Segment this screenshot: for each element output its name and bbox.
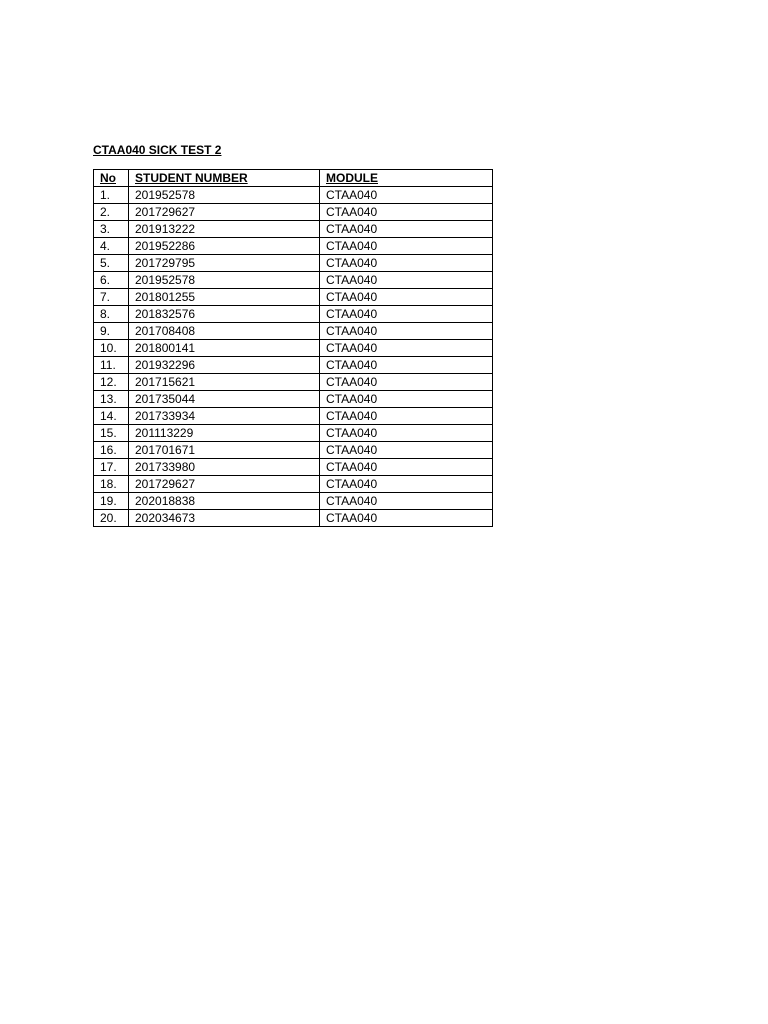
table-row <box>94 510 493 527</box>
cell-module: CTAA040 <box>320 238 493 255</box>
cell-module: CTAA040 <box>320 323 493 340</box>
table-row <box>94 306 493 323</box>
cell-module: CTAA040 <box>320 204 493 221</box>
table-row <box>94 408 493 425</box>
cell-no: 18. <box>94 476 129 493</box>
cell-no: 12. <box>94 374 129 391</box>
table-row <box>94 323 493 340</box>
cell-student-number: 201801255 <box>129 289 320 306</box>
cell-module: CTAA040 <box>320 255 493 272</box>
cell-no: 6. <box>94 272 129 289</box>
cell-no: 9. <box>94 323 129 340</box>
cell-student-number: 201715621 <box>129 374 320 391</box>
cell-no: 1. <box>94 187 129 204</box>
cell-student-number: 201735044 <box>129 391 320 408</box>
cell-student-number: 201733980 <box>129 459 320 476</box>
cell-student-number: 201800141 <box>129 340 320 357</box>
cell-no: 19. <box>94 493 129 510</box>
cell-module: CTAA040 <box>320 459 493 476</box>
cell-module: CTAA040 <box>320 493 493 510</box>
table-row <box>94 255 493 272</box>
cell-module: CTAA040 <box>320 187 493 204</box>
table-row <box>94 459 493 476</box>
cell-no: 14. <box>94 408 129 425</box>
cell-module: CTAA040 <box>320 306 493 323</box>
table-row <box>94 340 493 357</box>
cell-no: 8. <box>94 306 129 323</box>
cell-no: 3. <box>94 221 129 238</box>
cell-student-number: 201952578 <box>129 187 320 204</box>
cell-student-number: 201952286 <box>129 238 320 255</box>
cell-no: 11. <box>94 357 129 374</box>
table-row <box>94 272 493 289</box>
cell-module: CTAA040 <box>320 374 493 391</box>
table-row <box>94 238 493 255</box>
cell-module: CTAA040 <box>320 340 493 357</box>
cell-module: CTAA040 <box>320 408 493 425</box>
cell-module: CTAA040 <box>320 272 493 289</box>
student-table <box>93 169 493 527</box>
cell-student-number: 202034673 <box>129 510 320 527</box>
table-body <box>94 187 493 527</box>
cell-student-number: 201932296 <box>129 357 320 374</box>
cell-module: CTAA040 <box>320 442 493 459</box>
table-row <box>94 204 493 221</box>
cell-no: 10. <box>94 340 129 357</box>
cell-module: CTAA040 <box>320 357 493 374</box>
cell-module: CTAA040 <box>320 221 493 238</box>
cell-student-number: 201701671 <box>129 442 320 459</box>
cell-no: 2. <box>94 204 129 221</box>
header-no: No <box>94 170 129 187</box>
cell-student-number: 201729627 <box>129 476 320 493</box>
cell-no: 16. <box>94 442 129 459</box>
cell-student-number: 201913222 <box>129 221 320 238</box>
header-module: MODULE <box>320 170 493 187</box>
table-row <box>94 391 493 408</box>
cell-module: CTAA040 <box>320 510 493 527</box>
table-row <box>94 357 493 374</box>
table-row <box>94 493 493 510</box>
cell-student-number: 201729795 <box>129 255 320 272</box>
cell-student-number: 201952578 <box>129 272 320 289</box>
table-row <box>94 442 493 459</box>
cell-student-number: 201733934 <box>129 408 320 425</box>
cell-no: 17. <box>94 459 129 476</box>
header-student-number: STUDENT NUMBER <box>129 170 320 187</box>
cell-student-number: 201729627 <box>129 204 320 221</box>
table-row <box>94 289 493 306</box>
cell-module: CTAA040 <box>320 425 493 442</box>
cell-no: 5. <box>94 255 129 272</box>
cell-module: CTAA040 <box>320 391 493 408</box>
table-row <box>94 425 493 442</box>
cell-student-number: 202018838 <box>129 493 320 510</box>
cell-no: 13. <box>94 391 129 408</box>
table-header-row <box>94 170 493 187</box>
table-row <box>94 187 493 204</box>
cell-student-number: 201832576 <box>129 306 320 323</box>
cell-student-number: 201113229 <box>129 425 320 442</box>
table-row <box>94 476 493 493</box>
cell-no: 20. <box>94 510 129 527</box>
table-row <box>94 374 493 391</box>
cell-no: 15. <box>94 425 129 442</box>
cell-no: 4. <box>94 238 129 255</box>
document-title: CTAA040 SICK TEST 2 <box>93 143 222 157</box>
table-row <box>94 221 493 238</box>
cell-module: CTAA040 <box>320 289 493 306</box>
cell-student-number: 201708408 <box>129 323 320 340</box>
cell-module: CTAA040 <box>320 476 493 493</box>
cell-no: 7. <box>94 289 129 306</box>
